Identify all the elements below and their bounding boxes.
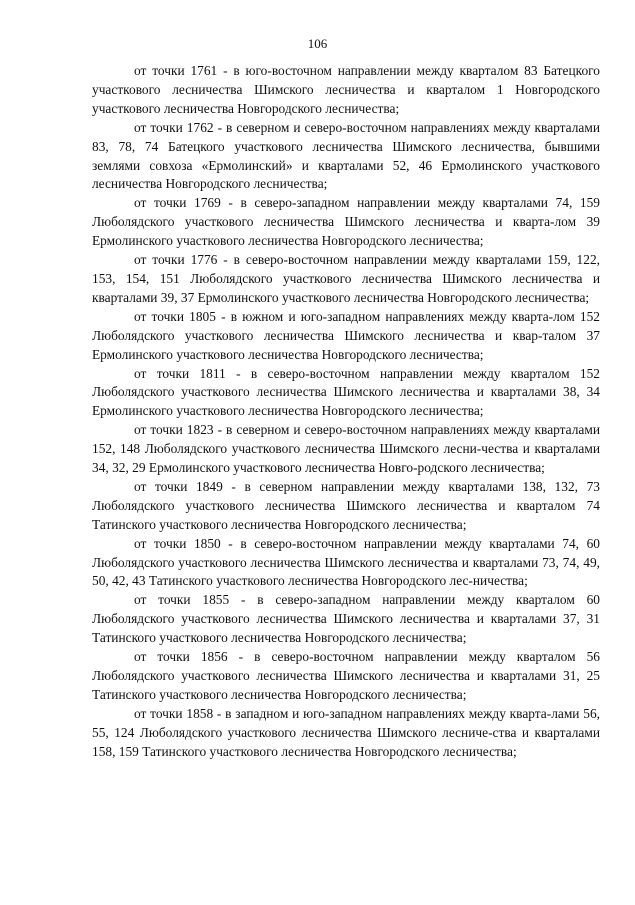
boundary-clause-1769: от точки 1769 - в северо-западном направлении между кварталами 74, 159 Люболядского участкового лесничества Шимского лесничества и кварта-лом 39 Ермолинского участкового лесничества Новгородского лесничества; — [92, 195, 600, 249]
boundary-clause-1850: от точки 1850 - в северо-восточном направлении между кварталами 74, 60 Люболядского участкового лесничества Шимского лесничества и кварталами 73, 74, 49, 50, 42, 43 Татинского участкового лесничества Новгородского лес-ничества; — [92, 535, 600, 589]
page-number: 106 — [307, 36, 328, 51]
boundary-clause-1761: от точки 1761 - в юго-восточном направлении между кварталом 83 Батецкого участкового лесничества Шимского лесничества и кварталом 1 Новгородского участкового лесничества Новгородского лесничества; — [92, 63, 600, 116]
boundary-clause-1805: от точки 1805 - в южном и юго-западном направлениях между кварта-лом 152 Люболядского участкового лесничества Шимского лесничества и квар-талом 37 Ермолинского участкового лесничества Новгородского лесничества; — [92, 308, 600, 362]
boundary-clause-1811: от точки 1811 - в северо-восточном направлении между кварталом 152 Люболядского участкового лесничества Шимского лесничества и кварталами 38, 34 Ермолинского участкового лесничества Новгородского лесничества; — [92, 365, 600, 419]
boundary-clause-1855: от точки 1855 - в северо-западном направлении между кварталом 60 Люболядского участкового лесничества Шимского лесничества и кварталами 37, 31 Татинского участкового лесничества Новгородского лесничества; — [92, 592, 600, 646]
boundary-clause-1823: от точки 1823 - в северном и северо-восточном направлениях между кварталами 152, 148 Люболядского участкового лесничества Шимского лесни-чества и кварталами 34, 32, 29 Ермолинского участкового лесничества Новго-родского лесничества; — [92, 422, 600, 476]
boundary-clause-1762: от точки 1762 - в северном и северо-восточном направлениях между кварталами 83, 78, 74 Батецкого участкового лесничества Шимского лесничества, бывшими землями совхоза «Ермолинский» и кварталами 52, 46 Ермолинского участкового лесничества Новгородского лесничества; — [92, 119, 600, 192]
boundary-clause-1856: от точки 1856 - в северо-восточном направлении между кварталом 56 Люболядского участкового лесничества Шимского лесничества и кварталами 31, 25 Татинского участкового лесничества Новгородского лесничества; — [92, 649, 600, 702]
boundary-clause-1776: от точки 1776 - в северо-восточном направлении между кварталами 159, 122, 153, 154, 151 Люболядского участкового лесничества Шимского лесничества и кварталами 39, 37 Ермолинского участкового лесничества Новгородского лесничества; — [92, 252, 600, 305]
boundary-clause-1858: от точки 1858 - в западном и юго-западном направлениях между кварта-лами 56, 55, 124 Люболядского участкового лесничества Шимского лесниче-ства и кварталами 158, 159 Татинского участкового лесничества Новгородского лесничества; — [92, 705, 600, 759]
boundary-clause-1849: от точки 1849 - в северном направлении между кварталами 138, 132, 73 Люболядского участкового лесничества Шимского лесничества и кварталом 74 Татинского участкового лесничества Новгородского лесничества; — [92, 478, 600, 532]
document-body — [92, 62, 600, 762]
